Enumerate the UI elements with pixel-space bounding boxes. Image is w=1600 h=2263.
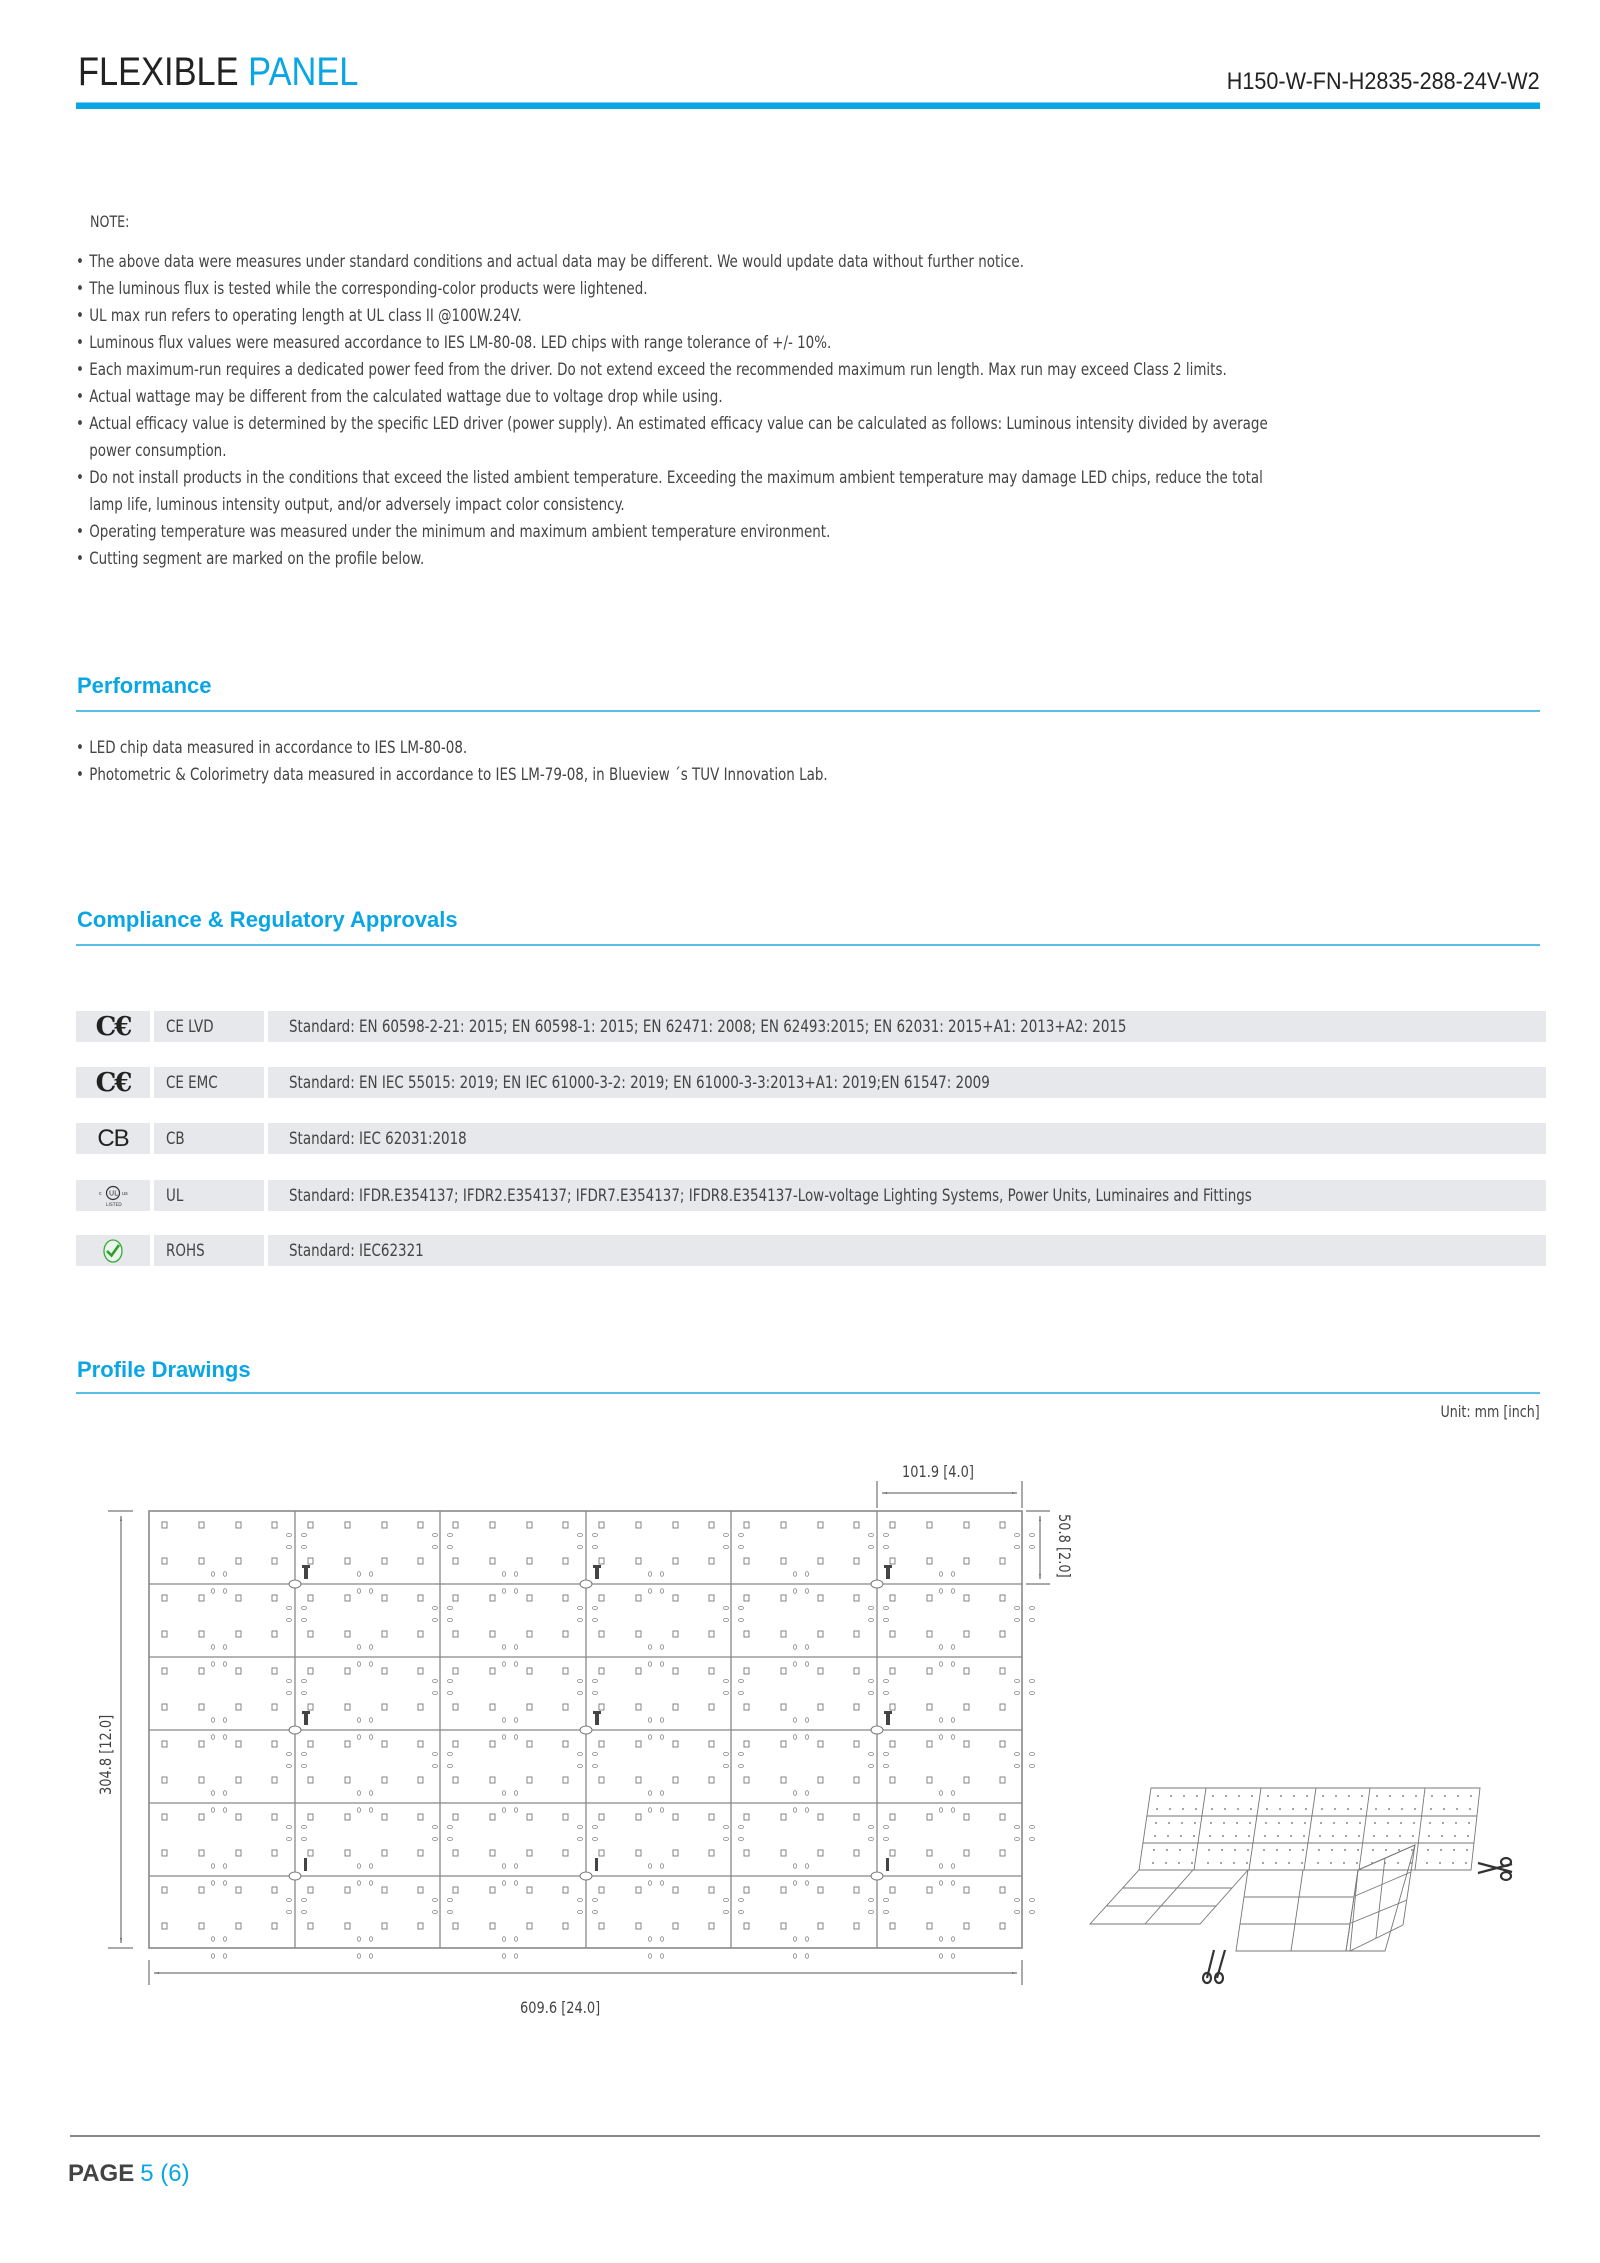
scissors-icon — [1203, 1950, 1225, 1983]
note-item: • Operating temperature was measured under the minimum and maximum ambient temperature environment. — [76, 519, 1572, 546]
segment-height-dimension: 50.8 [2.0] — [1055, 1514, 1074, 1578]
cert-standard: Standard: EN 60598-2-21: 2015; EN 60598-1: 2015; EN 62471: 2008; EN 62493:2015; EN 62031: 2015+A1: 2013+A2: 2015 — [289, 1016, 1127, 1037]
svg-text:LISTED: LISTED — [106, 1202, 122, 1208]
compliance-heading: Compliance & Regulatory Approvals — [77, 907, 458, 932]
performance-item: • Photometric & Colorimetry data measured in accordance to IES LM-79-08, in Blueview ´s TUV Innovation Lab. — [76, 762, 1572, 789]
note-item-continued: lamp life, luminous intensity output, and/or adversely impact color consistency. — [89, 495, 625, 515]
note-item: • Each maximum-run requires a dedicated power feed from the driver. Do not extend exceed the recommended maximum run length. Max run may exceed Class 2 limits. — [76, 357, 1572, 384]
cert-standard: Standard: IEC62321 — [289, 1240, 424, 1261]
total-width-dimension: 609.6 [24.0] — [520, 1998, 601, 2017]
footer-divider — [70, 2135, 1540, 2137]
svg-text:c: c — [99, 1190, 102, 1197]
cert-standard: Standard: IFDR.E354137; IFDR2.E354137; IFDR7.E354137; IFDR8.E354137-Low-voltage Lighting Systems, Power Units, Luminaires and Fittings — [289, 1185, 1252, 1206]
cert-name: CB — [166, 1128, 185, 1149]
note-item: • Cutting segment are marked on the profile below. — [76, 546, 1572, 573]
cert-standard: Standard: EN IEC 55015: 2019; EN IEC 61000-3-2: 2019; EN 61000-3-3:2013+A1: 2019;EN 61547: 2009 — [289, 1072, 990, 1093]
performance-heading: Performance — [77, 673, 212, 698]
note-item: • Actual wattage may be different from the calculated wattage due to voltage drop while using. — [76, 384, 1572, 411]
cert-name: UL — [166, 1185, 184, 1206]
note-item: • Luminous flux values were measured accordance to IES LM-80-08. LED chips with range tolerance of +/- 10%. — [76, 330, 1572, 357]
unit-label: Unit: mm [inch] — [1440, 1402, 1540, 1421]
note-item: • Do not install products in the conditions that exceed the listed ambient temperature. Exceeding the maximum ambient temperature may damage LED chips, reduce the total — [76, 465, 1572, 492]
note-item: • Actual efficacy value is determined by the specific LED driver (power supply). An estimated efficacy value can be calculated as follows: Luminous intensity divided by average — [76, 411, 1572, 438]
page-indicator — [68, 2160, 190, 2188]
total-height-dimension: 304.8 [12.0] — [96, 1714, 115, 1795]
segment-width-dimension: 101.9 [4.0] — [902, 1462, 974, 1481]
svg-text:UL: UL — [109, 1189, 119, 1197]
svg-text:us: us — [122, 1190, 128, 1197]
page-label: PAGE — [68, 2160, 135, 2187]
ce-mark-icon: C€ — [76, 1067, 150, 1098]
note-item: • UL max run refers to operating length at UL class II @100W.24V. — [76, 303, 1572, 330]
flexible-bend-illustration — [1080, 1760, 1540, 2020]
notes-label: NOTE: — [90, 212, 130, 231]
note-item-continued: power consumption. — [89, 441, 227, 461]
scissors-icon — [1478, 1858, 1512, 1880]
cb-mark-icon: CB — [76, 1123, 150, 1154]
profile-heading: Profile Drawings — [77, 1357, 251, 1382]
title-part-1: FLEXIBLE — [78, 50, 239, 94]
cert-standard: Standard: IEC 62031:2018 — [289, 1128, 467, 1149]
cert-name: CE LVD — [166, 1016, 214, 1037]
performance-item: • LED chip data measured in accordance to IES LM-80-08. — [76, 735, 1572, 762]
note-item: • The above data were measures under standard conditions and actual data may be different. We would update data without further notice. — [76, 249, 1572, 276]
cert-name: CE EMC — [166, 1072, 218, 1093]
title-part-2: PANEL — [248, 50, 359, 94]
page-number: 5 (6) — [140, 2160, 190, 2187]
note-item: • The luminous flux is tested while the corresponding-color products were lightened. — [76, 276, 1572, 303]
ce-mark-icon: C€ — [76, 1011, 150, 1042]
model-code: H150-W-FN-H2835-288-24V-W2 — [1227, 68, 1540, 95]
cert-name: ROHS — [166, 1240, 205, 1261]
